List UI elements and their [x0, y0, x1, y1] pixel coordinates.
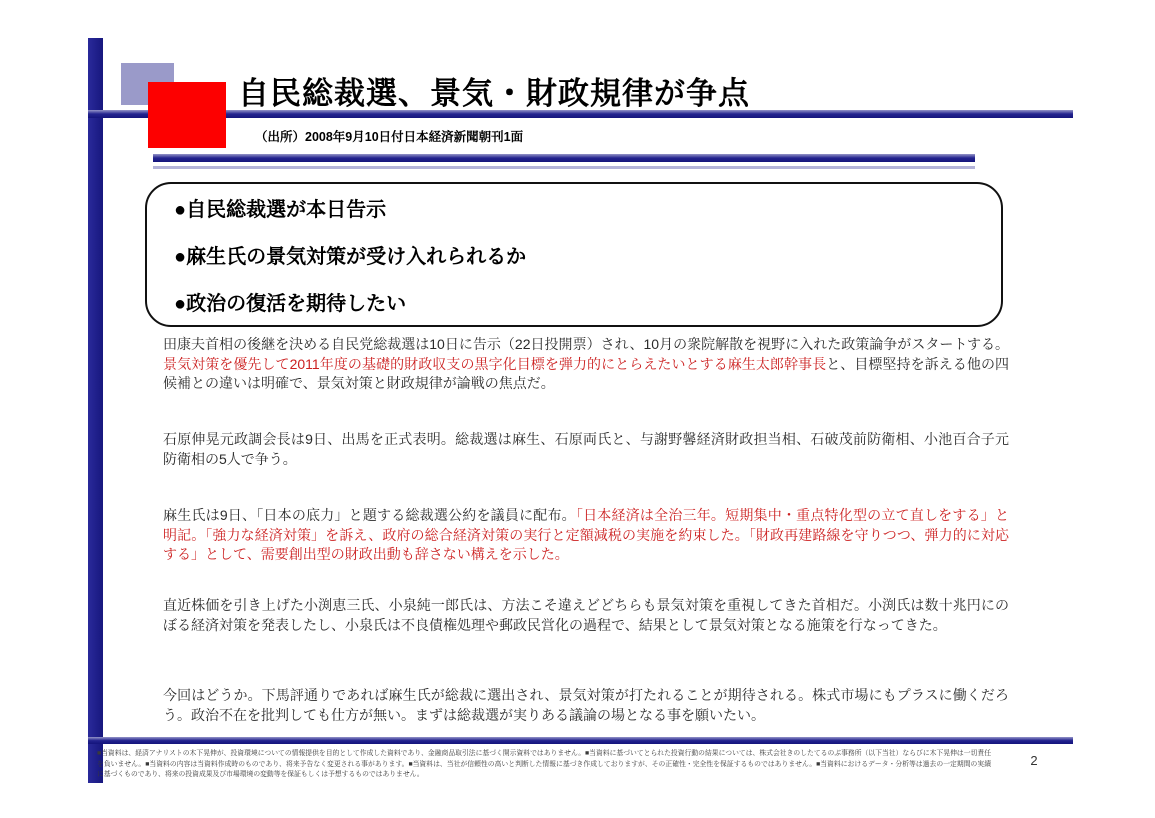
text-segment: 直近株価を引き上げた小渕恵三氏、小泉純一郎氏は、方法こそ違えどどちらも景気対策を重視してきた首相だ。小渕氏は数十兆円にのぼる経済対策を発表したし、小泉氏は不良債権処理や郵政民営化の過程で、結果として景気対策となる施策を行なってきた。 [163, 597, 1009, 633]
text-segment: と、目標堅持を訴える他の四候補との違いは明確で、景気対策と財政規律が論戦の焦点だ。 [163, 355, 1010, 391]
key-points-box [145, 182, 1003, 327]
highlighted-text-segment: 「日本経済は全治三年。短期集中・重点特化型の立て直しをする」と明記。「強力な経済対策」を訴え、政府の総合経済対策の実行と定額減税の実施を約束した。「財政再建路線を守りつつ、弾力的に対応する」として、需要創出型の財政出動も辞さない構えを示した。 [163, 507, 1009, 562]
text-segment: 今回はどうか。下馬評通りであれば麻生氏が総裁に選出され、景気対策が打たれることが期待される。株式市場にもプラスに働くだろう。政治不在を批判しても仕方が無い。まずは総裁選が実りある議論の場となる事を願いたい。 [163, 687, 1009, 723]
body-paragraph [163, 430, 1009, 469]
text-segment: 石原伸晃元政調会長は9日、出馬を正式表明。総裁選は麻生、石原両氏と、与謝野馨経済財政担当相、石破茂前防衛相、小池百合子元防衛相の5人で争う。 [163, 431, 1009, 467]
footer-disclaimer: ■当資料は、経済アナリストの木下晃伸が、投資環境についての情報提供を目的として作成した資料であり、金融商品取引法に基づく開示資料ではありません。■当資料に基づいてとられた投資行動の結果については、株式会社きのしたてるのぶ事務所（以下当社）ならびに木下晃伸は一切責任を負いません。■当資料の内容は当資料作成時のものであり、将来予告なく変更される事があります。■当資料は、当社が信頼性の高いと判断した情報に基づき作成しておりますが、その正確性・完全性を保証するものではありません。■当資料におけるデータ・分析等は過去の一定期間の実績に基づくものであり、将来の投資成果及び市場環境の変動等を保証もしくは予想するものではありません。 [97, 750, 991, 779]
text-segment: 麻生氏は9日、「日本の底力」と題する総裁選公約を議員に配布。 [163, 507, 576, 523]
highlighted-text-segment: 景気対策を優先して2011年度の基礎的財政収支の黒字化目標を弾力的にとらえたいとする麻生太郎幹事長 [163, 355, 827, 372]
source-citation: （出所）2008年9月10日付日本経済新聞朝刊1面 [255, 130, 524, 144]
red-square-decoration [148, 82, 226, 148]
key-points-list [147, 184, 1001, 316]
page-number: 2 [1030, 753, 1038, 768]
header-rule-thin [153, 166, 975, 169]
key-point-item: ●麻生氏の景気対策が受け入れられるか [174, 246, 527, 268]
body-paragraph [163, 596, 1009, 635]
text-segment: 田康夫首相の後継を決める自民党総裁選は10日に告示（22日投開票）され、10月の衆院解散を視野に入れた政策論争がスタートする。 [163, 336, 1009, 352]
header-rule-bottom [153, 154, 975, 162]
key-point-item: ●自民総裁選が本日告示 [174, 199, 387, 221]
footer-rule [88, 737, 1073, 744]
key-point-item: ●政治の復活を期待したい [174, 293, 407, 315]
body-paragraph [163, 686, 1009, 725]
body-paragraph [163, 506, 1009, 565]
page-title: 自民総裁選、景気・財政規律が争点 [238, 76, 750, 111]
left-accent-bar [88, 38, 103, 783]
body-paragraph [163, 335, 1009, 394]
